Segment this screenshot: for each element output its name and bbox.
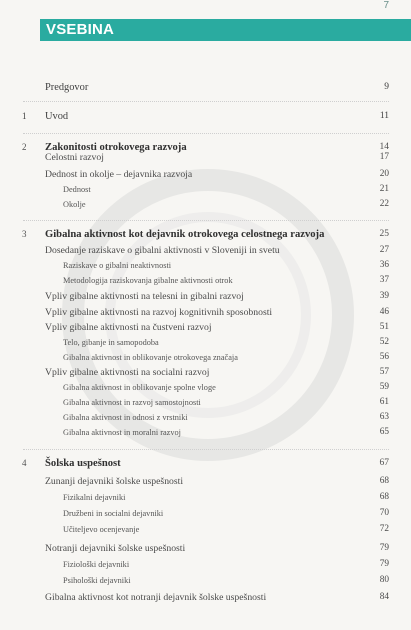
toc-entry-title: Psihološki dejavniki (63, 576, 131, 585)
toc-entry-title: Metodologija raziskovanja gibalne aktivnosti otrok (63, 276, 233, 285)
toc-entry-title: Gibalna aktivnost in razvoj samostojnosti (63, 398, 201, 407)
toc-page-number: 51 (379, 322, 389, 332)
toc-page-number: 52 (379, 337, 389, 347)
toc-entry-title: Dednost (63, 185, 91, 194)
toc-entry[interactable] (0, 305, 411, 320)
toc-page-number: 36 (379, 260, 389, 270)
toc-chapter-number: 1 (22, 111, 27, 121)
toc-page-number: 61 (379, 397, 389, 407)
toc-page-number: 37 (379, 275, 389, 285)
toc-page-number: 68 (379, 476, 389, 486)
toc-chapter-number: 2 (22, 142, 27, 152)
toc-page-number: 79 (379, 559, 389, 569)
toc-page-number: 68 (379, 492, 389, 502)
toc-entry[interactable] (0, 320, 411, 335)
toc-entry-title: Zakonitosti otrokovega razvoja (45, 142, 187, 153)
toc-page-number: 25 (379, 229, 389, 239)
toc-entry-title: Fiziološki dejavniki (63, 560, 130, 569)
toc-entry-title: Dednost in okolje – dejavnika razvoja (45, 169, 193, 180)
toc-page-number: 56 (379, 352, 389, 362)
page-title: VSEBINA (46, 21, 115, 38)
toc-entry-title: Gibalna aktivnost in moralni razvoj (63, 428, 181, 437)
toc-entry[interactable] (0, 590, 411, 605)
toc-entry-title: Vpliv gibalne aktivnosti na telesni in gibalni razvoj (45, 291, 244, 302)
toc-entry-title: Telo, gibanje in samopodoba (63, 338, 159, 347)
toc-entry-title: Gibalna aktivnost kot notranji dejavnik šolske uspešnosti (45, 592, 267, 603)
toc-page-number: 72 (379, 524, 389, 534)
toc-page-number: 9 (384, 82, 389, 92)
toc-entry[interactable] (0, 273, 411, 288)
toc-page-number: 11 (379, 111, 389, 121)
toc-entry[interactable] (0, 380, 411, 395)
toc-entry-title: Učiteljevo ocenjevanje (63, 525, 140, 534)
toc-entry[interactable] (0, 541, 411, 556)
toc-page-number: 14 (379, 142, 389, 152)
toc-entry[interactable] (0, 410, 411, 425)
toc-page-number: 21 (379, 184, 389, 194)
toc-page-number: 17 (379, 152, 389, 162)
toc-page-number: 63 (379, 412, 389, 422)
toc-entry[interactable] (0, 425, 411, 440)
toc-entry-title: Vpliv gibalne aktivnosti na socialni razvoj (45, 367, 210, 378)
toc-entry[interactable] (0, 557, 411, 572)
toc-page-number: 59 (379, 382, 389, 392)
toc-entry[interactable] (0, 474, 411, 489)
toc-entry-title: Uvod (45, 111, 69, 122)
section-divider (23, 449, 389, 450)
toc-entry-title: Celostni razvoj (45, 152, 104, 163)
toc-page-number: 70 (379, 508, 389, 518)
toc-entry[interactable] (0, 258, 411, 273)
toc-entry[interactable] (0, 150, 411, 165)
toc-entry-title: Notranji dejavniki šolske uspešnosti (45, 543, 186, 554)
toc-entry[interactable] (0, 506, 411, 521)
toc-entry-title: Raziskave o gibalni neaktivnosti (63, 261, 172, 270)
toc-entry[interactable] (0, 167, 411, 182)
toc-entry-title: Šolska uspešnost (45, 458, 121, 469)
toc-page-number: 65 (379, 427, 389, 437)
toc-page-number: 79 (379, 543, 389, 553)
toc-entry-title: Vpliv gibalne aktivnosti na čustveni razvoj (45, 322, 212, 333)
toc-entry-title: Zunanji dejavniki šolske uspešnosti (45, 476, 184, 487)
toc-chapter-number: 3 (22, 229, 27, 239)
toc-page-number: 67 (379, 458, 389, 468)
section-divider (23, 220, 389, 221)
toc-entry[interactable] (0, 573, 411, 588)
corner-page-mark: 7 (383, 0, 389, 11)
toc-entry[interactable] (0, 182, 411, 197)
toc-entry-title: Gibalna aktivnost in oblikovanje otrokovega značaja (63, 353, 238, 362)
toc-page-number: 22 (379, 199, 389, 209)
toc-entry[interactable] (0, 243, 411, 258)
toc-chapter-number: 4 (22, 458, 27, 468)
toc-entry[interactable] (0, 335, 411, 350)
toc-entry[interactable] (0, 365, 411, 380)
toc-page-number: 39 (379, 291, 389, 301)
toc-entry-title: Vpliv gibalne aktivnosti na razvoj kognitivnih sposobnosti (45, 307, 273, 318)
toc-entry[interactable] (0, 490, 411, 505)
toc-entry-title: Gibalna aktivnost in oblikovanje spolne vloge (63, 383, 216, 392)
toc-entry[interactable] (0, 350, 411, 365)
toc-page-number: 20 (379, 169, 389, 179)
toc-page-number: 80 (379, 575, 389, 585)
toc-page-number: 27 (379, 245, 389, 255)
toc-entry[interactable] (0, 109, 411, 124)
toc-entry-title: Gibalna aktivnost in odnosi z vrstniki (63, 413, 188, 422)
toc-entry[interactable] (0, 456, 411, 471)
toc-entry-title: Dosedanje raziskave o gibalni aktivnosti v Sloveniji in svetu (45, 245, 280, 256)
toc-entry-title: Okolje (63, 200, 86, 209)
toc-entry[interactable] (0, 395, 411, 410)
section-divider (23, 101, 389, 102)
toc-entry-title: Predgovor (45, 82, 89, 93)
toc-entry-title: Gibalna aktivnost kot dejavnik otrokovega celostnega razvoja (45, 229, 325, 240)
toc-entry[interactable] (0, 522, 411, 537)
toc-entry-title: Fizikalni dejavniki (63, 493, 126, 502)
toc-entry[interactable] (0, 227, 411, 242)
toc-page-number: 46 (379, 307, 389, 317)
toc-entry[interactable] (0, 80, 411, 95)
toc-page-number: 84 (379, 592, 389, 602)
toc-entry-title: Družbeni in socialni dejavniki (63, 509, 164, 518)
section-divider (23, 133, 389, 134)
toc-entry[interactable] (0, 197, 411, 212)
toc-page-number: 57 (379, 367, 389, 377)
toc-entry[interactable] (0, 289, 411, 304)
